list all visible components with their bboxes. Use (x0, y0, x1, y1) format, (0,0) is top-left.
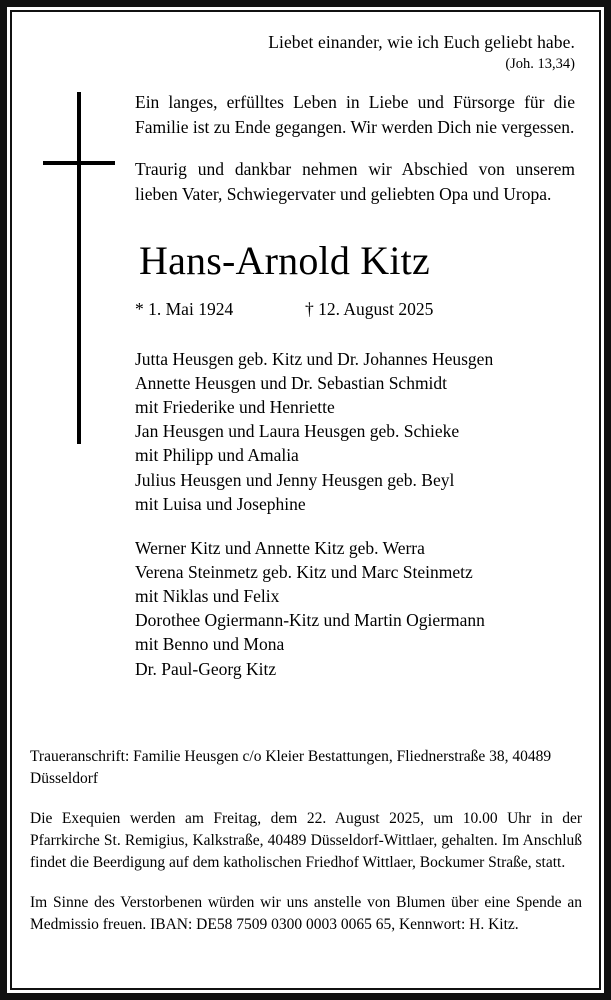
donation-request: Im Sinne des Verstorbenen würden wir uns anstelle von Blumen über eine Spende an Medmissio freuen. IBAN: DE58 7509 0300 0003 0065 65, Kennwort: H. Kitz. (30, 894, 582, 933)
family-line: Annette Heusgen und Dr. Sebastian Schmidt (135, 373, 448, 394)
card-content (14, 14, 597, 986)
death-date: † 12. August 2025 (305, 299, 434, 320)
christian-cross-icon (30, 92, 120, 444)
scripture-block (14, 30, 597, 75)
family-line: mit Philipp und Amalia (135, 445, 299, 466)
cross-vertical-bar (77, 92, 81, 444)
cross-horizontal-bar (43, 161, 115, 165)
family-line: Jan Heusgen und Laura Heusgen geb. Schieke (135, 421, 460, 442)
family-line: Dr. Paul-Georg Kitz (135, 658, 277, 679)
family-line: Dorothee Ogiermann-Kitz und Martin Ogiermann (135, 610, 485, 631)
life-dates (135, 298, 575, 321)
scripture-quote: Liebet einander, wie ich Euch geliebt habe. (268, 32, 575, 52)
deceased-name: Hans-Arnold Kitz (139, 238, 430, 284)
family-line: mit Niklas und Felix (135, 586, 280, 607)
family-line: Jutta Heusgen geb. Kitz und Dr. Johannes Heusgen (135, 348, 494, 369)
family-group-1 (135, 347, 575, 516)
family-line: Verena Steinmetz geb. Kitz und Marc Steinmetz (135, 562, 473, 583)
family-line: mit Friederike und Henriette (135, 397, 335, 418)
family-line: mit Luisa und Josephine (135, 493, 306, 514)
family-line: Werner Kitz und Annette Kitz geb. Werra (135, 537, 425, 558)
mourning-address: Traueranschrift: Familie Heusgen c/o Kleier Bestattungen, Fliednerstraße 38, 40489 Düsseldorf (30, 748, 552, 787)
notice-body (135, 90, 575, 681)
funeral-service-details: Die Exequien werden am Freitag, dem 22. August 2025, um 10.00 Uhr in der Pfarrkirche St. Remigius, Kalkstraße, 40489 Düsseldorf-Wittlaer, gehalten. Im Anschluß findet die Beerdigung auf dem katholischen Friedhof Wittlaer, Bockumer Straße, statt. (30, 810, 582, 871)
scripture-reference: (Joh. 13,34) (505, 56, 575, 73)
notice-footer (30, 746, 582, 936)
family-line: mit Benno und Mona (135, 634, 285, 655)
family-line: Julius Heusgen und Jenny Heusgen geb. Beyl (135, 469, 455, 490)
family-group-2 (135, 536, 575, 681)
intro-paragraph-1: Ein langes, erfülltes Leben in Liebe und Fürsorge für die Familie ist zu Ende gegangen. Wir werden Dich nie vergessen. (135, 92, 575, 137)
intro-paragraph-2: Traurig und dankbar nehmen wir Abschied von unserem lieben Vater, Schwiegervater und geliebten Opa und Uropa. (135, 158, 575, 204)
birth-date: * 1. Mai 1924 (135, 299, 234, 320)
